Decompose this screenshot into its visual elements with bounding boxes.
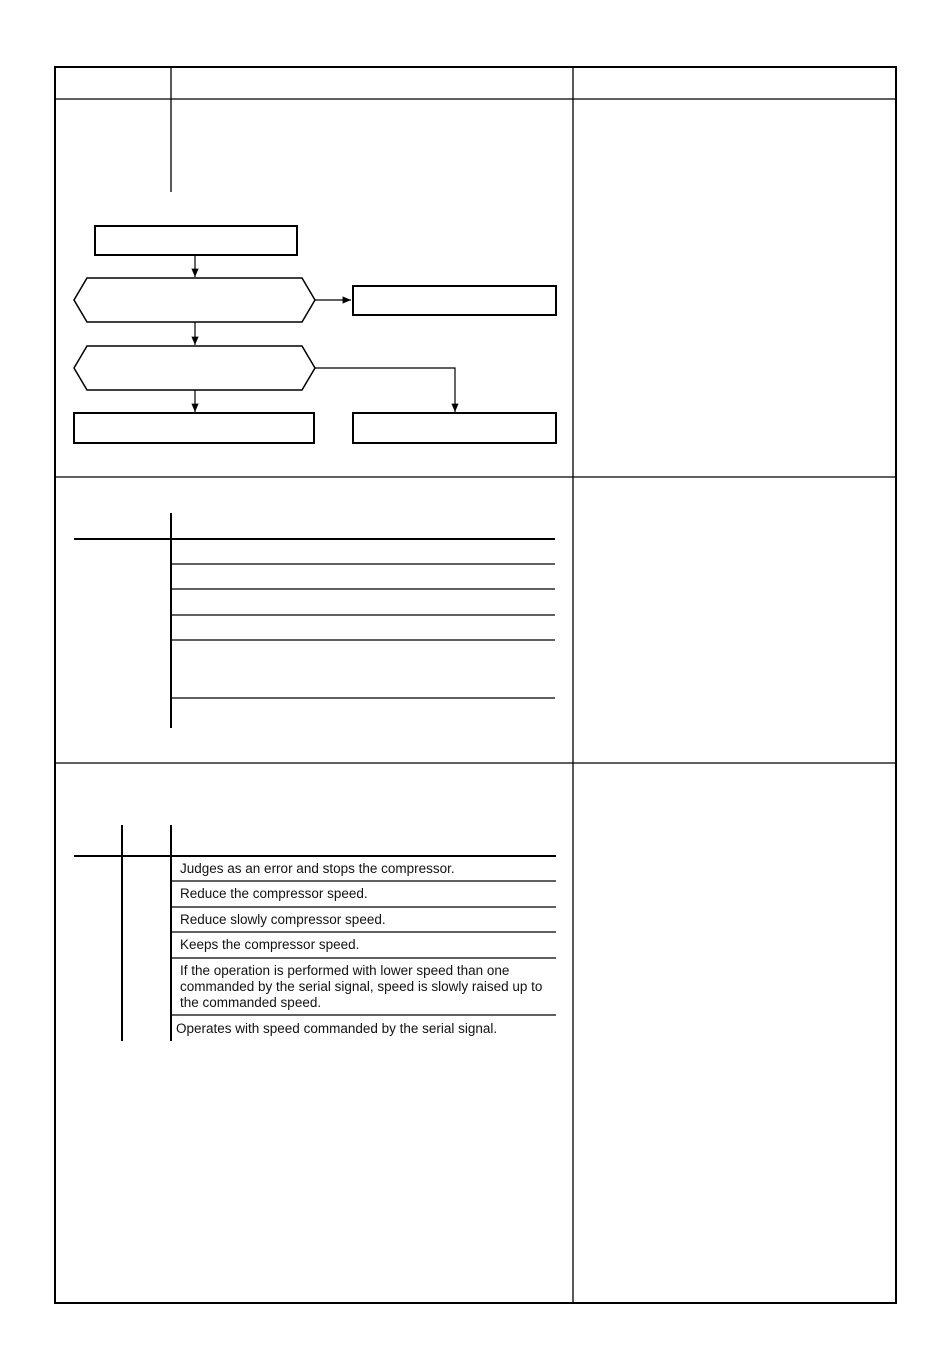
flow-result-box-2 [74,413,314,443]
flow-decision-1 [74,278,315,322]
flowchart [74,226,556,443]
outer-border [55,67,896,1303]
table-row-action: Reduce the compressor speed. [180,886,368,901]
flow-decision-2 [74,346,315,390]
table-row-action: Keeps the compressor speed. [180,937,360,952]
table-row-action: Operates with speed commanded by the serial signal. [176,1021,498,1036]
table-row-action: If the operation is performed with lower speed than one commanded by the serial signal, speed is slowly raised up to the commanded speed. [180,963,543,1010]
table-row-action: Reduce slowly compressor speed. [180,912,386,927]
table-row-action: Judges as an error and stops the compressor. [180,861,455,876]
threshold-table [74,513,555,728]
flow-start-box [95,226,297,255]
flow-result-box-3 [353,413,556,443]
flow-result-box-1 [353,286,556,315]
